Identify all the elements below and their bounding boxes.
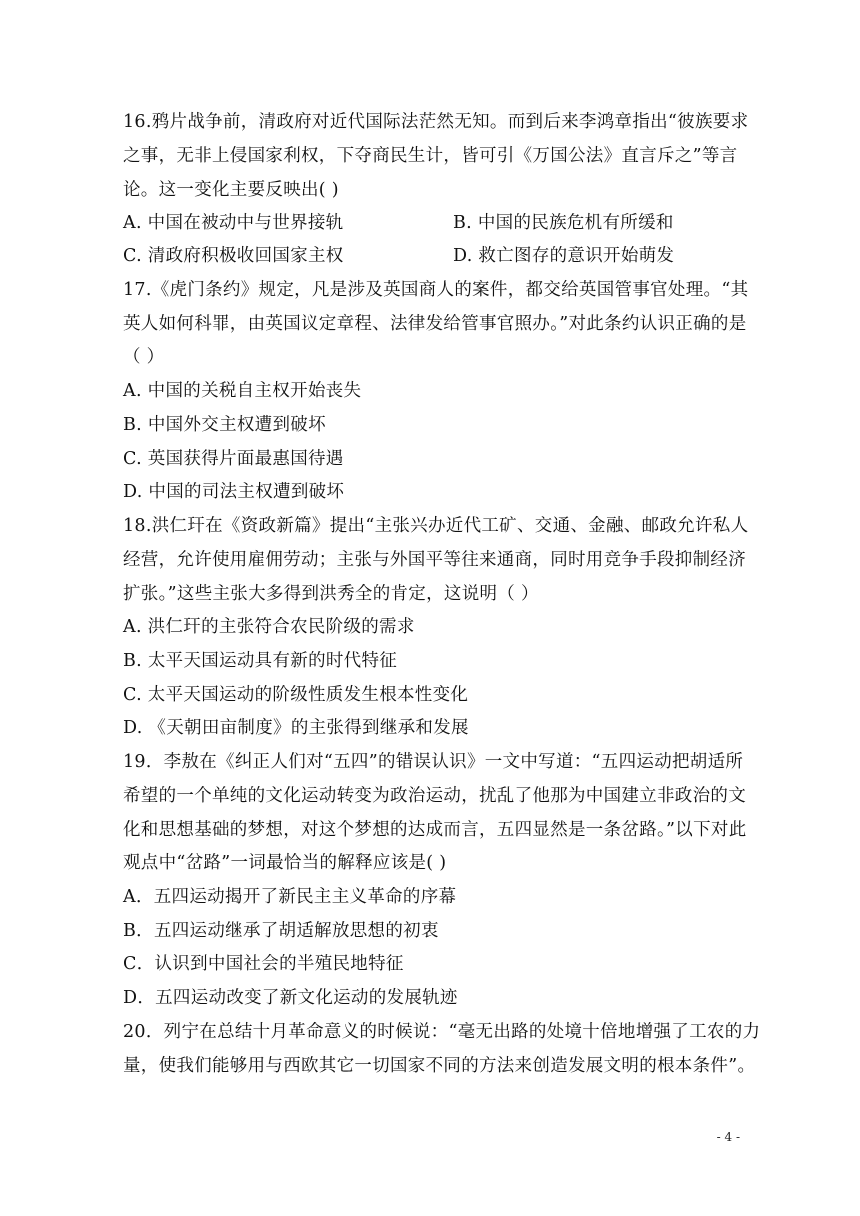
question-17-option-c: C. 英国获得片面最惠国待遇 xyxy=(123,449,344,469)
question-19-option-c: C．认识到中国社会的半殖民地特征 xyxy=(123,954,404,974)
question-16-option-d: D. 救亡图存的意识开始萌发 xyxy=(453,246,675,266)
question-18-option-d: D. 《天朝田亩制度》的主张得到继承和发展 xyxy=(123,718,469,738)
question-17-option-a: A. 中国的关税自主权开始丧失 xyxy=(123,381,362,401)
question-19-stem-line-4: 观点中“岔路”一词最恰当的解释应该是( ) xyxy=(123,853,447,873)
question-16-option-b: B. 中国的民族危机有所缓和 xyxy=(453,213,674,233)
question-20-stem-line-2: 量，使我们能够用与西欧其它一切国家不同的方法来创造发展文明的根本条件”。 xyxy=(123,1056,756,1076)
question-17-option-d: D. 中国的司法主权遭到破坏 xyxy=(123,482,345,502)
question-19-option-d: D．五四运动改变了新文化运动的发展轨迹 xyxy=(123,988,458,1008)
question-19-option-a: A．五四运动揭开了新民主主义革命的序幕 xyxy=(123,887,457,907)
question-19-stem-line-3: 化和思想基础的梦想，对这个梦想的达成而言，五四显然是一条岔路。”以下对此 xyxy=(123,820,747,840)
question-17-stem-line-2: 英人如何科罪，由英国议定章程、法律发给管事官照办。”对此条约认识正确的是 xyxy=(123,314,747,334)
question-19-stem-line-2: 希望的一个单纯的文化运动转变为政治运动，扰乱了他那为中国建立非政治的文 xyxy=(123,786,746,806)
question-18-stem-line-2: 经营，允许使用雇佣劳动；主张与外国平等往来通商，同时用竞争手段抑制经济 xyxy=(123,550,746,570)
question-16-stem-line-2: 之事，无非上侵国家利权，下夺商民生计，皆可引《万国公法》直言斥之”等言 xyxy=(123,146,738,166)
question-19-option-b: B．五四运动继承了胡适解放思想的初衷 xyxy=(123,921,439,941)
question-18-option-a: A. 洪仁玕的主张符合农民阶级的需求 xyxy=(123,617,415,637)
question-17-stem-line-3: （ ） xyxy=(123,347,165,367)
page-number: - 4 - xyxy=(716,1130,740,1144)
question-20-stem-line-1: 20．列宁在总结十月革命意义的时候说：“毫无出路的处境十倍地增强了工农的力 xyxy=(123,1022,761,1042)
question-18-stem-line-3: 扩张。”这些主张大多得到洪秀全的肯定，这说明（ ） xyxy=(123,584,539,604)
question-17-stem-line-1: 17.《虎门条约》规定，凡是涉及英国商人的案件，都交给英国管事官处理。“其 xyxy=(123,280,749,300)
question-16-stem-line-3: 论。这一变化主要反映出( ) xyxy=(123,180,339,200)
question-18-option-b: B. 太平天国运动具有新的时代特征 xyxy=(123,651,398,671)
question-18-stem-line-1: 18.洪仁玕在《资政新篇》提出“主张兴办近代工矿、交通、金融、邮政允许私人 xyxy=(123,516,749,536)
question-19-stem-line-1: 19．李敖在《纠正人们对“五四”的错误认识》一文中写道：“五四运动把胡适所 xyxy=(123,752,744,772)
question-17-option-b: B. 中国外交主权遭到破坏 xyxy=(123,415,326,435)
question-18-option-c: C. 太平天国运动的阶级性质发生根本性变化 xyxy=(123,685,469,705)
question-16-option-a: A. 中国在被动中与世界接轨 xyxy=(123,213,344,233)
question-16-stem-line-1: 16.鸦片战争前，清政府对近代国际法茫然无知。而到后来李鸿章指出“彼族要求 xyxy=(123,112,749,132)
question-16-option-c: C. 清政府积极收回国家主权 xyxy=(123,246,344,266)
